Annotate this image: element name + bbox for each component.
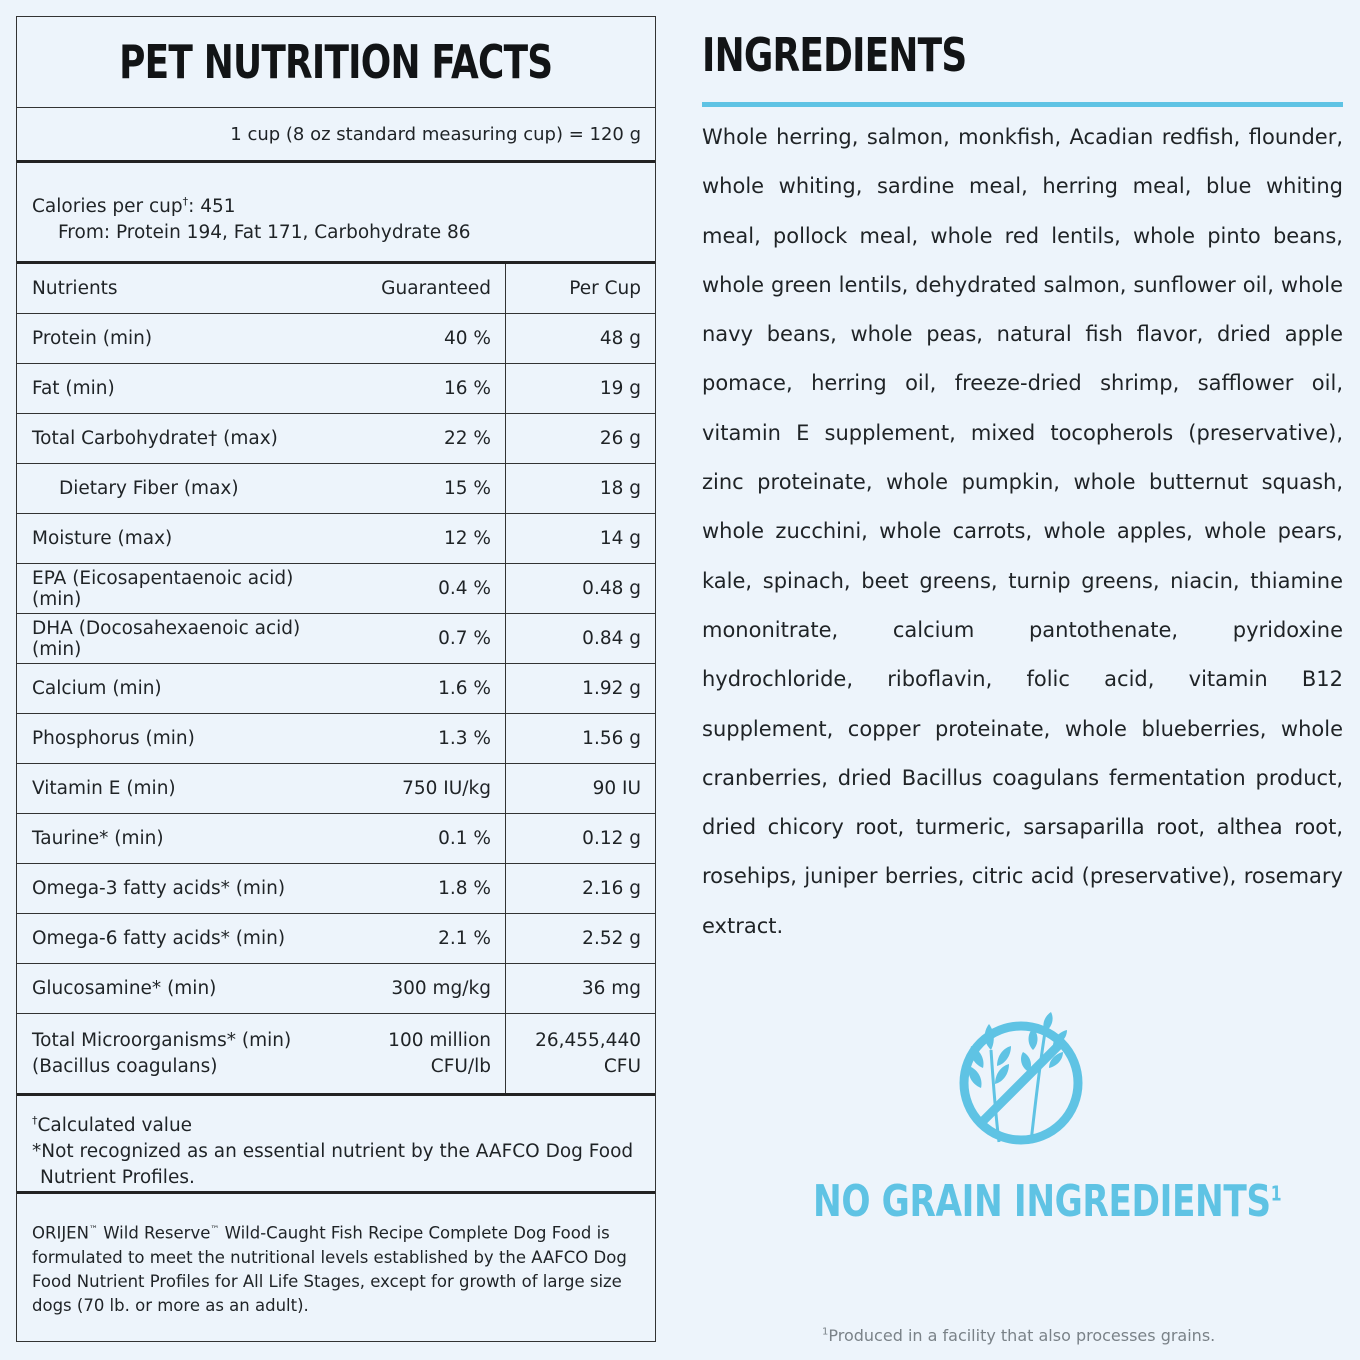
nutrient-per-cup: 0.48 g: [505, 564, 655, 613]
nutrient-per-cup: 14 g: [505, 514, 655, 563]
calories-from: From: Protein 194, Fat 171, Carbohydrate 86: [58, 222, 471, 244]
no-grain-icon: [953, 1010, 1089, 1156]
footnote-calculated: [32, 1108, 655, 1139]
no-grain-note-text: Produced in a facility that also processes grains.: [828, 1326, 1216, 1345]
table-row-microorganisms: [17, 1014, 655, 1096]
statement-text: Wild-Caught Fish Recipe Complete Dog Food is formulated to meet the nutritional levels established by the AAFCO Dog Food Nutrient Profiles for All Life Stages, except for growth of large size dogs (70 lb. or more as an adult).: [32, 1223, 627, 1315]
nutrient-guaranteed: 0.1 %: [438, 828, 491, 849]
micro-name: [17, 1014, 341, 1093]
no-grain-footnote: [822, 1326, 1215, 1345]
nutrient-guaranteed: 2.1 %: [438, 928, 491, 949]
nutrient-name: EPA (Eicosapentaenoic acid) (min): [32, 567, 294, 610]
nutrient-name: Protein (min): [32, 328, 153, 349]
nutrient-guaranteed: 12 %: [444, 528, 491, 549]
aafco-statement: [17, 1194, 655, 1318]
table-row: [17, 714, 655, 764]
micro-per-cup-line1: 26,455,440: [535, 1029, 641, 1051]
nutrient-guaranteed: 22 %: [444, 428, 491, 449]
nutrient-guaranteed: 15 %: [444, 478, 491, 499]
statement-tm2: ™: [210, 1225, 220, 1235]
nutrition-title: PET NUTRITION FACTS: [119, 35, 553, 89]
nutrient-per-cup: 18 g: [505, 464, 655, 513]
statement-line: Wild Reserve: [103, 1223, 211, 1243]
table-row: [17, 414, 655, 464]
table-row: [17, 314, 655, 364]
nutrient-per-cup: 2.16 g: [505, 864, 655, 913]
header-guaranteed: Guaranteed: [381, 278, 491, 299]
nutrient-per-cup: 19 g: [505, 364, 655, 413]
nutrient-per-cup: 48 g: [505, 314, 655, 363]
nutrient-name: Moisture (max): [32, 528, 173, 549]
micro-guaranteed-line1: 100 million: [388, 1029, 491, 1051]
table-row: [17, 964, 655, 1014]
micro-name-line1: Total Microorganisms* (min): [32, 1029, 292, 1051]
nutrient-per-cup: 1.92 g: [505, 664, 655, 713]
footnote-aafco-1: *Not recognized as an essential nutrient by the AAFCO Dog Food: [32, 1141, 634, 1163]
header-per-cup: Per Cup: [505, 264, 655, 313]
ingredients-divider: [702, 102, 1343, 107]
table-row: [17, 864, 655, 914]
footnotes: [17, 1096, 655, 1194]
footnote-aafco-2: Nutrient Profiles.: [40, 1167, 195, 1189]
nutrition-title-box: [17, 17, 655, 108]
ingredients-list: Whole herring, salmon, monkfish, Acadian redfish, flounder, whole whiting, sardine meal, herring meal, blue whiting meal, pollock meal, whole red lentils, whole pinto beans, whole green lentils, dehydrated salmon, sunflower oil, whole navy beans, whole peas, natural fish flavor, dried apple pomace, herring oil, freeze-dried shrimp, safflower oil, vitamin E supplement, mixed tocopherols (preservative), zinc proteinate, whole pumpkin, whole butternut squash, whole zucchini, whole carrots, whole apples, whole pears, kale, spinach, beet greens, turnip greens, niacin, thiamine mononitrate, calcium pantothenate, pyridoxine hydrochloride, riboflavin, folic acid, vitamin B12 supplement, copper proteinate, whole blueberries, whole cranberries, dried Bacillus coagulans fermentation product, dried chicory root, turmeric, sarsaparilla root, althea root, rosehips, juniper berries, citric acid (preservative), rosemary extract.: [702, 125, 1343, 938]
micro-per-cup-line2: CFU: [603, 1055, 641, 1077]
nutrient-guaranteed: 0.7 %: [438, 628, 491, 649]
nutrient-guaranteed: 300 mg/kg: [391, 978, 491, 999]
footnote-mark: †: [32, 1114, 38, 1127]
calories-label: Calories per cup: [32, 196, 183, 218]
table-row: [17, 364, 655, 414]
nutrient-name: Vitamin E (min): [32, 778, 176, 799]
no-grain-label: [813, 1176, 1281, 1227]
calories-line: [32, 189, 655, 220]
nutrient-name: Taurine* (min): [32, 828, 164, 849]
nutrient-per-cup: 90 IU: [505, 764, 655, 813]
calories-value: : 451: [188, 196, 236, 218]
nutrient-per-cup: 36 mg: [505, 964, 655, 1013]
serving-size: 1 cup (8 oz standard measuring cup) = 120 g: [17, 108, 655, 163]
nutrient-guaranteed: 0.4 %: [438, 578, 491, 599]
nutrient-guaranteed: 1.8 %: [438, 878, 491, 899]
table-row: [17, 664, 655, 714]
table-row: [17, 564, 655, 614]
nutrient-per-cup: 0.84 g: [505, 614, 655, 663]
nutrient-name: Calcium (min): [32, 678, 162, 699]
no-grain-label-mark: 1: [1270, 1181, 1282, 1206]
micro-name-line2: (Bacillus coagulans): [32, 1055, 218, 1077]
table-row: [17, 464, 655, 514]
nutrient-name: Dietary Fiber (max): [59, 478, 239, 499]
nutrients-header-row: [17, 264, 655, 314]
table-row: [17, 914, 655, 964]
nutrient-name: Omega-6 fatty acids* (min): [32, 928, 286, 949]
table-row: [17, 614, 655, 664]
statement-brand: ORIJEN: [32, 1223, 89, 1243]
statement-tm1: ™: [88, 1225, 98, 1235]
nutrient-guaranteed: 40 %: [444, 328, 491, 349]
nutrition-facts-panel: [16, 16, 656, 1342]
table-row: [17, 764, 655, 814]
nutrient-name: Total Carbohydrate† (max): [32, 428, 278, 449]
nutrient-name: Fat (min): [32, 378, 115, 399]
micro-guaranteed: [341, 1014, 505, 1093]
nutrient-guaranteed: 750 IU/kg: [402, 778, 491, 799]
nutrient-name: Omega-3 fatty acids* (min): [32, 878, 286, 899]
calories-mark: †: [182, 195, 189, 208]
nutrient-guaranteed: 1.6 %: [438, 678, 491, 699]
footnote-calc-text: Calculated value: [37, 1115, 193, 1137]
nutrient-per-cup: 1.56 g: [505, 714, 655, 763]
nutrient-per-cup: 0.12 g: [505, 814, 655, 863]
ingredients-title: INGREDIENTS: [702, 28, 967, 82]
nutrient-name: Phosphorus (min): [32, 728, 195, 749]
nutrient-per-cup: 2.52 g: [505, 914, 655, 963]
nutrient-guaranteed: 1.3 %: [438, 728, 491, 749]
micro-per-cup: [505, 1014, 655, 1093]
table-row: [17, 514, 655, 564]
no-grain-label-text: NO GRAIN INGREDIENTS: [813, 1176, 1271, 1227]
nutrient-name: DHA (Docosahexaenoic acid) (min): [32, 617, 301, 660]
nutrient-guaranteed: 16 %: [444, 378, 491, 399]
nutrient-per-cup: 26 g: [505, 414, 655, 463]
calories-section: [17, 163, 655, 264]
no-grain-note-mark: 1: [822, 1326, 829, 1338]
header-nutrients: Nutrients: [32, 278, 118, 299]
micro-guaranteed-line2: CFU/lb: [430, 1055, 491, 1077]
table-row: [17, 814, 655, 864]
nutrient-name: Glucosamine* (min): [32, 978, 217, 999]
